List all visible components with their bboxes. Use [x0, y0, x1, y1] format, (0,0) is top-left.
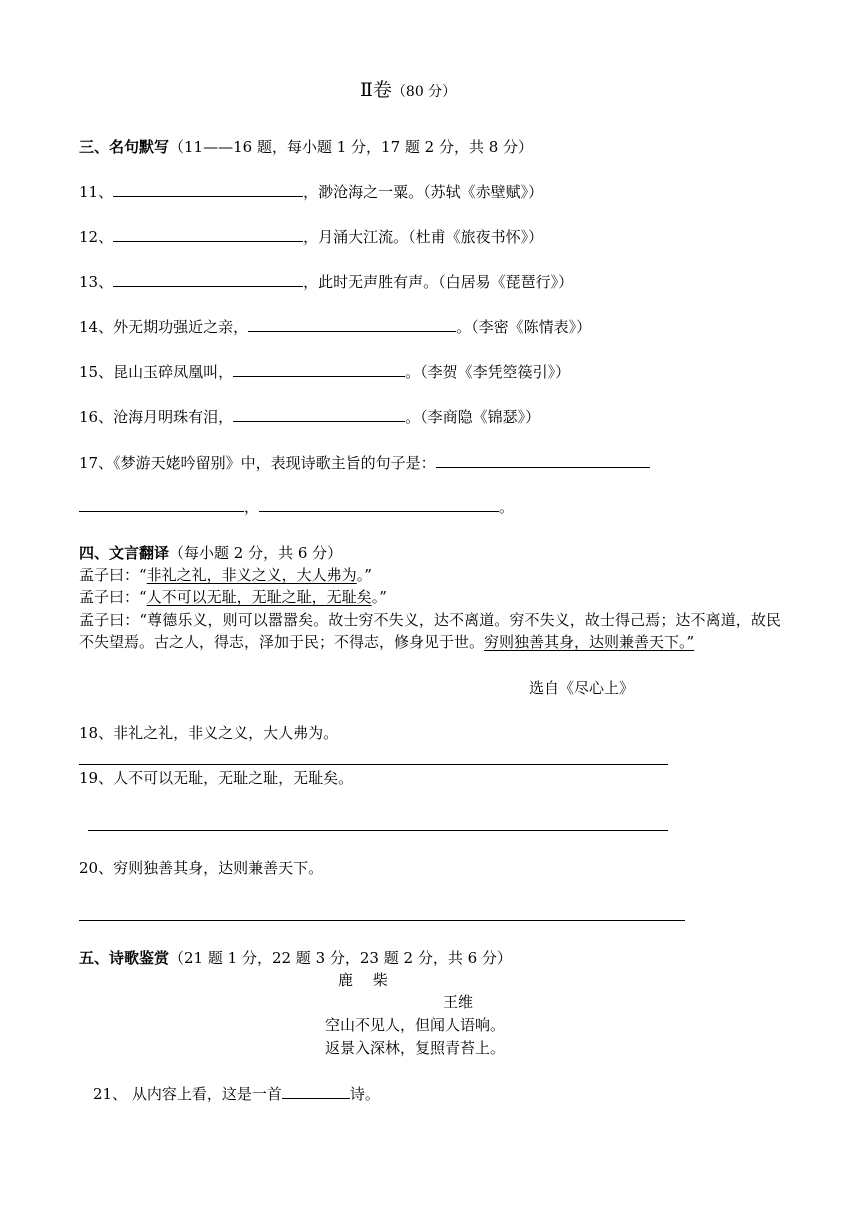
- poem-author: 王维: [443, 993, 474, 1011]
- q17-separator: ，: [244, 498, 260, 516]
- q21-prefix: 从内容上看，这是一首: [131, 1085, 282, 1103]
- question-14: [79, 317, 591, 337]
- section-title: [360, 80, 456, 102]
- q18-answer-line[interactable]: [79, 764, 668, 765]
- q17-answer-blank-2[interactable]: [79, 497, 244, 512]
- poem-title: 鹿 柴: [338, 971, 388, 989]
- question-20: 20、穷则独善其身，达则兼善天下。: [79, 859, 324, 877]
- question-17: [79, 453, 650, 473]
- passage-line-2: [79, 587, 387, 607]
- q13-number: 13、: [79, 273, 114, 291]
- q20-answer-line[interactable]: [79, 920, 685, 921]
- q21-suffix: 诗。: [349, 1085, 380, 1103]
- q12-answer-blank[interactable]: [113, 227, 303, 242]
- section5-header: [79, 948, 512, 968]
- question-21: [93, 1084, 380, 1104]
- section4-header: [79, 543, 342, 563]
- q17-number: 17、: [79, 454, 114, 472]
- q14-prefix: 外无期功强近之亲，: [113, 318, 249, 336]
- q14-number: 14、: [79, 318, 114, 336]
- section3-note: （11——16 题，每小题 1 分，17 题 2 分，共 8 分）: [169, 138, 534, 156]
- p1-prefix: 孟子曰：“: [79, 566, 147, 584]
- p2-prefix: 孟子曰：“: [79, 588, 147, 606]
- question-13: [79, 272, 573, 292]
- q14-answer-blank[interactable]: [248, 317, 456, 332]
- question-16: [79, 407, 540, 427]
- q17-end: 。: [499, 498, 515, 516]
- section3-heading: 三、名句默写: [79, 138, 170, 156]
- q11-number: 11、: [79, 183, 114, 201]
- p1-underlined: 非礼之礼，非义之义，大人弗为: [146, 566, 357, 584]
- title-score: （80 分）: [391, 84, 457, 100]
- question-12: [79, 227, 543, 247]
- q12-number: 12、: [79, 228, 114, 246]
- question-17-continued: [79, 497, 514, 517]
- q19-answer-line[interactable]: [88, 830, 668, 831]
- p2-suffix: 。”: [371, 588, 387, 606]
- section4-heading: 四、文言翻译: [79, 544, 170, 562]
- q13-text: ，此时无声胜有声。（白居易《琵琶行》）: [303, 273, 574, 291]
- p2-underlined: 人不可以无耻，无耻之耻，无耻矣: [146, 588, 372, 606]
- q16-text: 。（李商隐《锦瑟》）: [405, 408, 541, 426]
- poem-line-2: 返景入深林，复照青苔上。: [325, 1039, 506, 1057]
- section5-note: （21 题 1 分，22 题 3 分，23 题 2 分，共 6 分）: [169, 949, 512, 967]
- q15-answer-blank[interactable]: [233, 362, 405, 377]
- q15-text: 。（李贺《李凭箜篌引》）: [405, 363, 571, 381]
- p3-underlined: 穷则独善其身，达则兼善天下。”: [484, 633, 695, 651]
- q14-text: 。（李密《陈情表》）: [456, 318, 592, 336]
- p1-suffix: 。”: [356, 566, 372, 584]
- question-15: [79, 362, 570, 382]
- q17-answer-blank-1[interactable]: [436, 453, 650, 468]
- passage-line-1: [79, 565, 372, 585]
- section3-header: [79, 137, 533, 157]
- q17-answer-blank-3[interactable]: [259, 497, 499, 512]
- q21-answer-blank[interactable]: [282, 1084, 350, 1099]
- question-18: 18、非礼之礼，非义之义，大人弗为。: [79, 724, 339, 742]
- section5-heading: 五、诗歌鉴赏: [79, 949, 170, 967]
- q16-number: 16、: [79, 408, 114, 426]
- q11-answer-blank[interactable]: [113, 182, 303, 197]
- q21-number: 21、: [93, 1085, 128, 1103]
- question-19: 19、人不可以无耻，无耻之耻，无耻矣。: [79, 769, 354, 787]
- question-11: [79, 182, 543, 202]
- q16-prefix: 沧海月明珠有泪，: [113, 408, 234, 426]
- q16-answer-blank[interactable]: [233, 407, 405, 422]
- passage-source: 选自《尽心上》: [529, 679, 635, 697]
- title-main: Ⅱ卷: [360, 79, 392, 101]
- q13-answer-blank[interactable]: [113, 272, 303, 287]
- q12-text: ，月涌大江流。（杜甫《旅夜书怀》）: [303, 228, 544, 246]
- section4-note: （每小题 2 分，共 6 分）: [169, 544, 343, 562]
- q17-prefix: 《梦游天姥吟留别》中，表现诗歌主旨的句子是：: [113, 454, 436, 472]
- q15-prefix: 昆山玉碎凤凰叫，: [113, 363, 234, 381]
- poem-line-1: 空山不见人，但闻人语响。: [325, 1016, 506, 1034]
- p3-text: 孟子曰：“尊德乐义，则可以嚣嚣矣。故士穷不失义，达不离道。穷不失义，故士得己焉；达不离道，故民不失望焉。古之人，得志，泽加于民；不得志，修身见于世。: [79, 611, 781, 651]
- passage-paragraph-3: [79, 609, 781, 653]
- q11-text: ，渺沧海之一粟。（苏轼《赤壁赋》）: [303, 183, 544, 201]
- q15-number: 15、: [79, 363, 114, 381]
